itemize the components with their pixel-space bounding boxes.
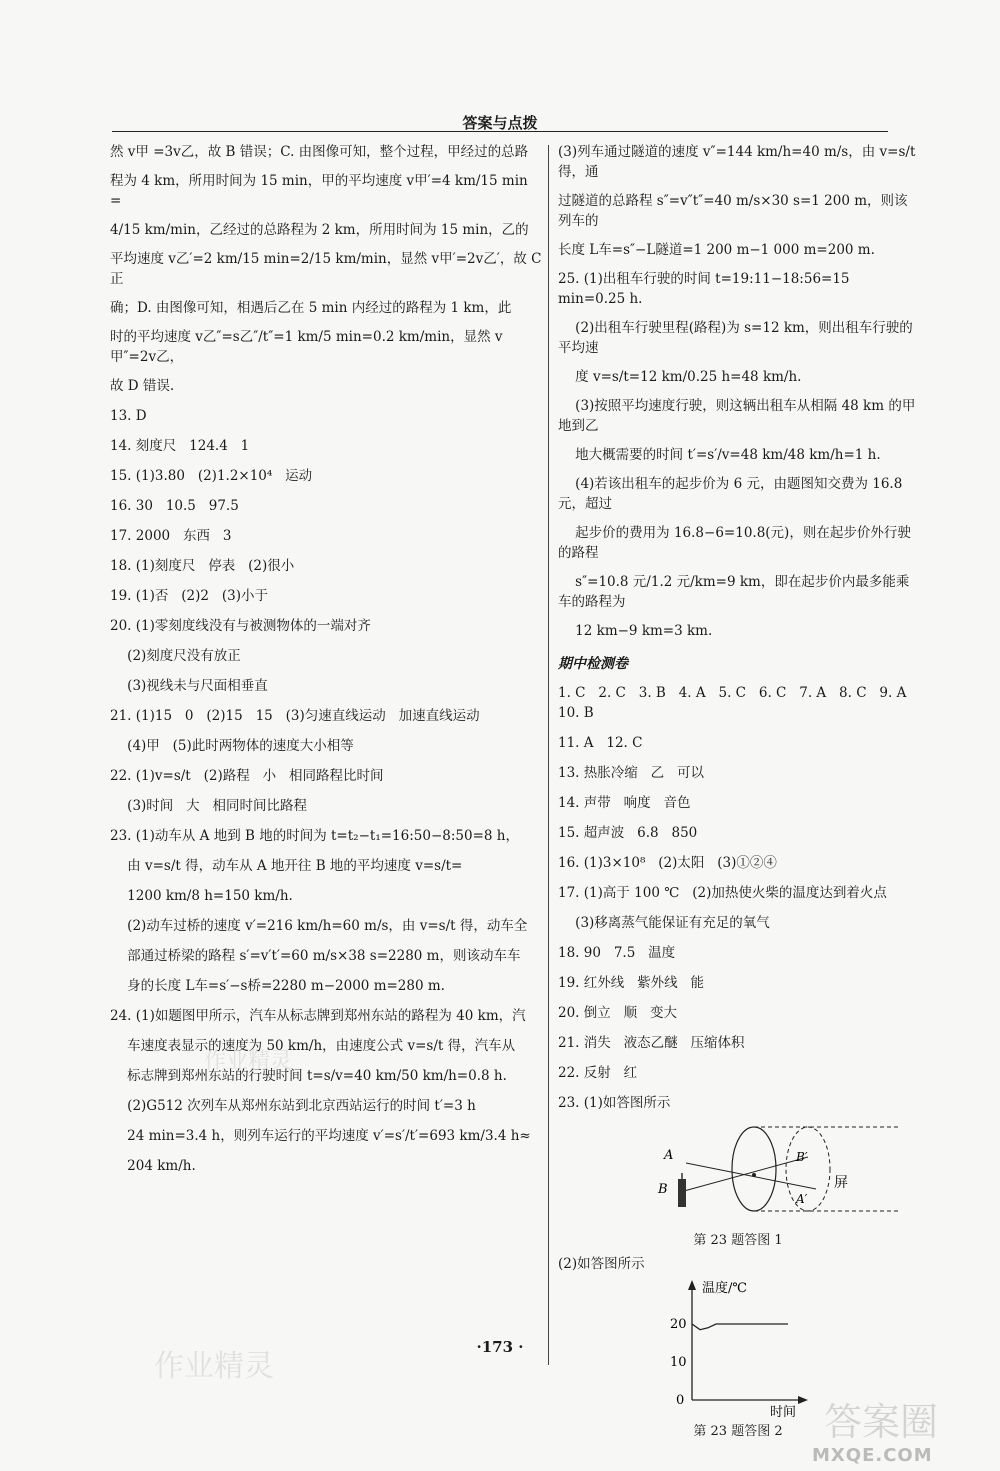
right-column xyxy=(558,142,918,1445)
answer-line: 然 v甲 =3v乙，故 B 错误；C. 由图像可知，整个过程，甲经过的总路 xyxy=(110,144,529,160)
answer-line: 起步价的费用为 16.8−6=10.8(元)，则在起步价外行驶的路程 xyxy=(558,525,911,561)
left-column xyxy=(110,142,546,1176)
answer-line: 标志牌到郑州东站的行驶时间 t=s/v=40 km/50 km/h=0.8 h. xyxy=(110,1068,507,1084)
answer-line: (3)时间 大 相同时间比路程 xyxy=(110,798,308,814)
answer-line: 25. (1)出租车行驶的时间 t=19:11−18:56=15 min=0.25 h. xyxy=(558,271,854,307)
watermark-text: MXQE.COM xyxy=(812,1445,933,1466)
answer-line: (4)甲 (5)此时两物体的速度大小相等 xyxy=(110,738,354,754)
page-number: ·173 · xyxy=(476,1338,524,1356)
y-tick-label: 20 xyxy=(670,1317,687,1332)
stamp-watermark xyxy=(200,1040,320,1080)
page-title: 答案与点拨 xyxy=(462,114,538,132)
y-tick-label: 10 xyxy=(670,1355,687,1370)
pinhole xyxy=(752,1173,756,1177)
watermark-logo xyxy=(820,1395,990,1445)
answer-line: 24. (1)如题图甲所示，汽车从标志牌到郑州东站的路程为 40 km，汽 xyxy=(110,1008,526,1024)
answer-line: 平均速度 v乙′=2 km/15 min=2/15 km/min，显然 v甲′=2v乙′，故 C 正 xyxy=(110,251,546,287)
answer-line: 18. (1)刻度尺 停表 (2)很小 xyxy=(110,558,295,574)
answer-line: 16. 30 10.5 97.5 xyxy=(110,498,239,514)
stamp-watermark xyxy=(150,1340,320,1390)
answer-line: 23. (1)如答图所示 xyxy=(558,1095,671,1111)
stamp-text: 作业精灵 xyxy=(204,1049,293,1074)
logo-text: 答案圈 xyxy=(824,1400,939,1444)
answer-line: 21. 消失 液态乙醚 压缩体积 xyxy=(558,1035,745,1051)
cylinder-front xyxy=(732,1127,776,1211)
answer-line: 12 km−9 km=3 km. xyxy=(558,623,713,639)
answer-line: 19. 红外线 紫外线 能 xyxy=(558,975,705,991)
answer-line: s″=10.8 元/1.2 元/km=9 km，即在起步价内最多能乘车的路程为 xyxy=(558,574,910,610)
answer-line: 24 min=3.4 h，则列车运行的平均速度 v′=s′/t′=693 km/3.4 h≈ xyxy=(110,1128,531,1144)
answer-line: 17. 2000 东西 3 xyxy=(110,528,232,544)
answer-line: 程为 4 km，所用时间为 15 min，甲的平均速度 v甲′=4 km/15 min = xyxy=(110,173,533,209)
answer-line: 13. 热胀冷缩 乙 可以 xyxy=(558,765,705,781)
answer-line: (2)动车过桥的速度 v′=216 km/h=60 m/s，由 v=s/t 得，动车全 xyxy=(110,918,528,934)
answer-line: 地大概需要的时间 t′=s′/v=48 km/48 km/h=1 h. xyxy=(558,447,881,463)
answer-line: 15. 超声波 6.8 850 xyxy=(558,825,698,841)
answer-line: (2)G512 次列车从郑州东站到北京西站运行的时间 t′=3 h xyxy=(110,1098,476,1114)
answer-line: 23. (1)动车从 A 地到 B 地的时间为 t=t₂−t₁=16:50−8:50=8 h， xyxy=(110,828,519,844)
figure-2-intro: (2)如答图所示 xyxy=(558,1256,645,1272)
answer-line: (2)刻度尺没有放正 xyxy=(110,648,241,664)
answer-line: 21. (1)15 0 (2)15 15 (3)匀速直线运动 加速直线运动 xyxy=(110,708,480,724)
stamp-text: 作业精灵 xyxy=(154,1349,274,1384)
header-rule xyxy=(112,131,888,132)
answer-line: (3)移离蒸气能保证有充足的氧气 xyxy=(558,915,770,931)
answer-line: 22. (1)v=s/t (2)路程 小 相同路程比时间 xyxy=(110,768,384,784)
answer-line: 身的长度 L车=s′−s桥=2280 m−2000 m=280 m. xyxy=(110,978,445,994)
label-a-prime: A′ xyxy=(796,1192,808,1206)
section-title: 期中检测卷 xyxy=(558,656,628,672)
label-screen: 屏 xyxy=(834,1175,848,1191)
answer-line: 14. 声带 响度 音色 xyxy=(558,795,691,811)
answer-line: 16. (1)3×10⁸ (2)太阳 (3)①②④ xyxy=(558,855,777,871)
answer-line: 20. (1)零刻度线没有与被测物体的一端对齐 xyxy=(110,618,371,634)
column-divider xyxy=(548,145,549,1365)
label-b-prime: B′ xyxy=(796,1150,808,1164)
x-axis-arrow xyxy=(798,1396,808,1404)
answer-line: 过隧道的总路程 s″=v″t″=40 m/s×30 s=1 200 m，则该列车的 xyxy=(558,193,908,229)
answer-line: 14. 刻度尺 124.4 1 xyxy=(110,438,250,454)
answer-line: 部通过桥梁的路程 s′=v′t′=60 m/s×38 s=2280 m，则该动车车 xyxy=(110,948,521,964)
label-a: A xyxy=(664,1148,674,1163)
answer-line: 11. A 12. C xyxy=(558,735,643,751)
answer-line: 13. D xyxy=(110,408,147,424)
screen-ellipse xyxy=(786,1127,830,1211)
y-tick-label: 0 xyxy=(676,1393,685,1408)
label-b: B xyxy=(658,1182,668,1197)
answer-line: 确；D. 由图像可知，相遇后乙在 5 min 内经过的路程为 1 km，此 xyxy=(110,300,512,316)
ray-b xyxy=(684,1157,808,1191)
pinhole-camera-diagram xyxy=(558,1119,918,1219)
answer-line: 1. C 2. C 3. B 4. A 5. C 6. C 7. A 8. C 9. A 10. B xyxy=(558,685,920,721)
answer-line: (2)出租车行驶里程(路程)为 s=12 km，则出租车行驶的平均速 xyxy=(558,320,913,356)
answer-line: 度 v=s/t=12 km/0.25 h=48 km/h. xyxy=(558,369,802,385)
answer-line: 1200 km/8 h=150 km/h. xyxy=(110,888,293,904)
answer-line: 19. (1)否 (2)2 (3)小于 xyxy=(110,588,268,604)
figure-1 xyxy=(558,1119,918,1223)
x-axis-label: 时间 xyxy=(770,1405,797,1420)
answer-line: (4)若该出租车的起步价为 6 元，由题图知交费为 16.8 元，超过 xyxy=(558,476,907,512)
answer-line: 时的平均速度 v乙″=s乙″/t″=1 km/5 min=0.2 km/min，显然 v甲″=2v乙， xyxy=(110,329,503,365)
answer-line: (3)按照平均速度行驶，则这辆出租车从相隔 48 km 的甲地到乙 xyxy=(558,398,916,434)
figure-1-caption: 第 23 题答图 1 xyxy=(693,1233,783,1248)
y-axis-arrow xyxy=(688,1280,696,1290)
answer-line: 204 km/h. xyxy=(110,1158,196,1174)
answer-line: 长度 L车=s″−L隧道=1 200 m−1 000 m=200 m. xyxy=(558,242,875,258)
answer-line: 18. 90 7.5 温度 xyxy=(558,945,676,961)
answer-line: 22. 反射 红 xyxy=(558,1065,638,1081)
temperature-series-line xyxy=(692,1324,788,1330)
y-axis-label: 温度/℃ xyxy=(702,1281,747,1296)
answer-line: (3)列车通过隧道的速度 v″=144 km/h=40 m/s，由 v=s/t 得，通 xyxy=(558,144,920,180)
answer-line: 车速度表显示的速度为 50 km/h，由速度公式 v=s/t 得，汽车从 xyxy=(110,1038,516,1054)
candle xyxy=(678,1179,686,1207)
answer-line: 17. (1)高于 100 ℃ (2)加热使火柴的温度达到着火点 xyxy=(558,885,887,901)
answer-line: 由 v=s/t 得，动车从 A 地开往 B 地的平均速度 v=s/t= xyxy=(110,858,463,874)
answer-line: 20. 倒立 顺 变大 xyxy=(558,1005,678,1021)
answer-line: (3)视线未与尺面相垂直 xyxy=(110,678,268,694)
answer-line: 故 D 错误. xyxy=(110,378,175,394)
figure-2-caption: 第 23 题答图 2 xyxy=(693,1424,783,1439)
answer-line: 15. (1)3.80 (2)1.2×10⁴ 运动 xyxy=(110,468,313,484)
answer-line: 4/15 km/min，乙经过的总路程为 2 km，所用时间为 15 min，乙的 xyxy=(110,222,529,238)
